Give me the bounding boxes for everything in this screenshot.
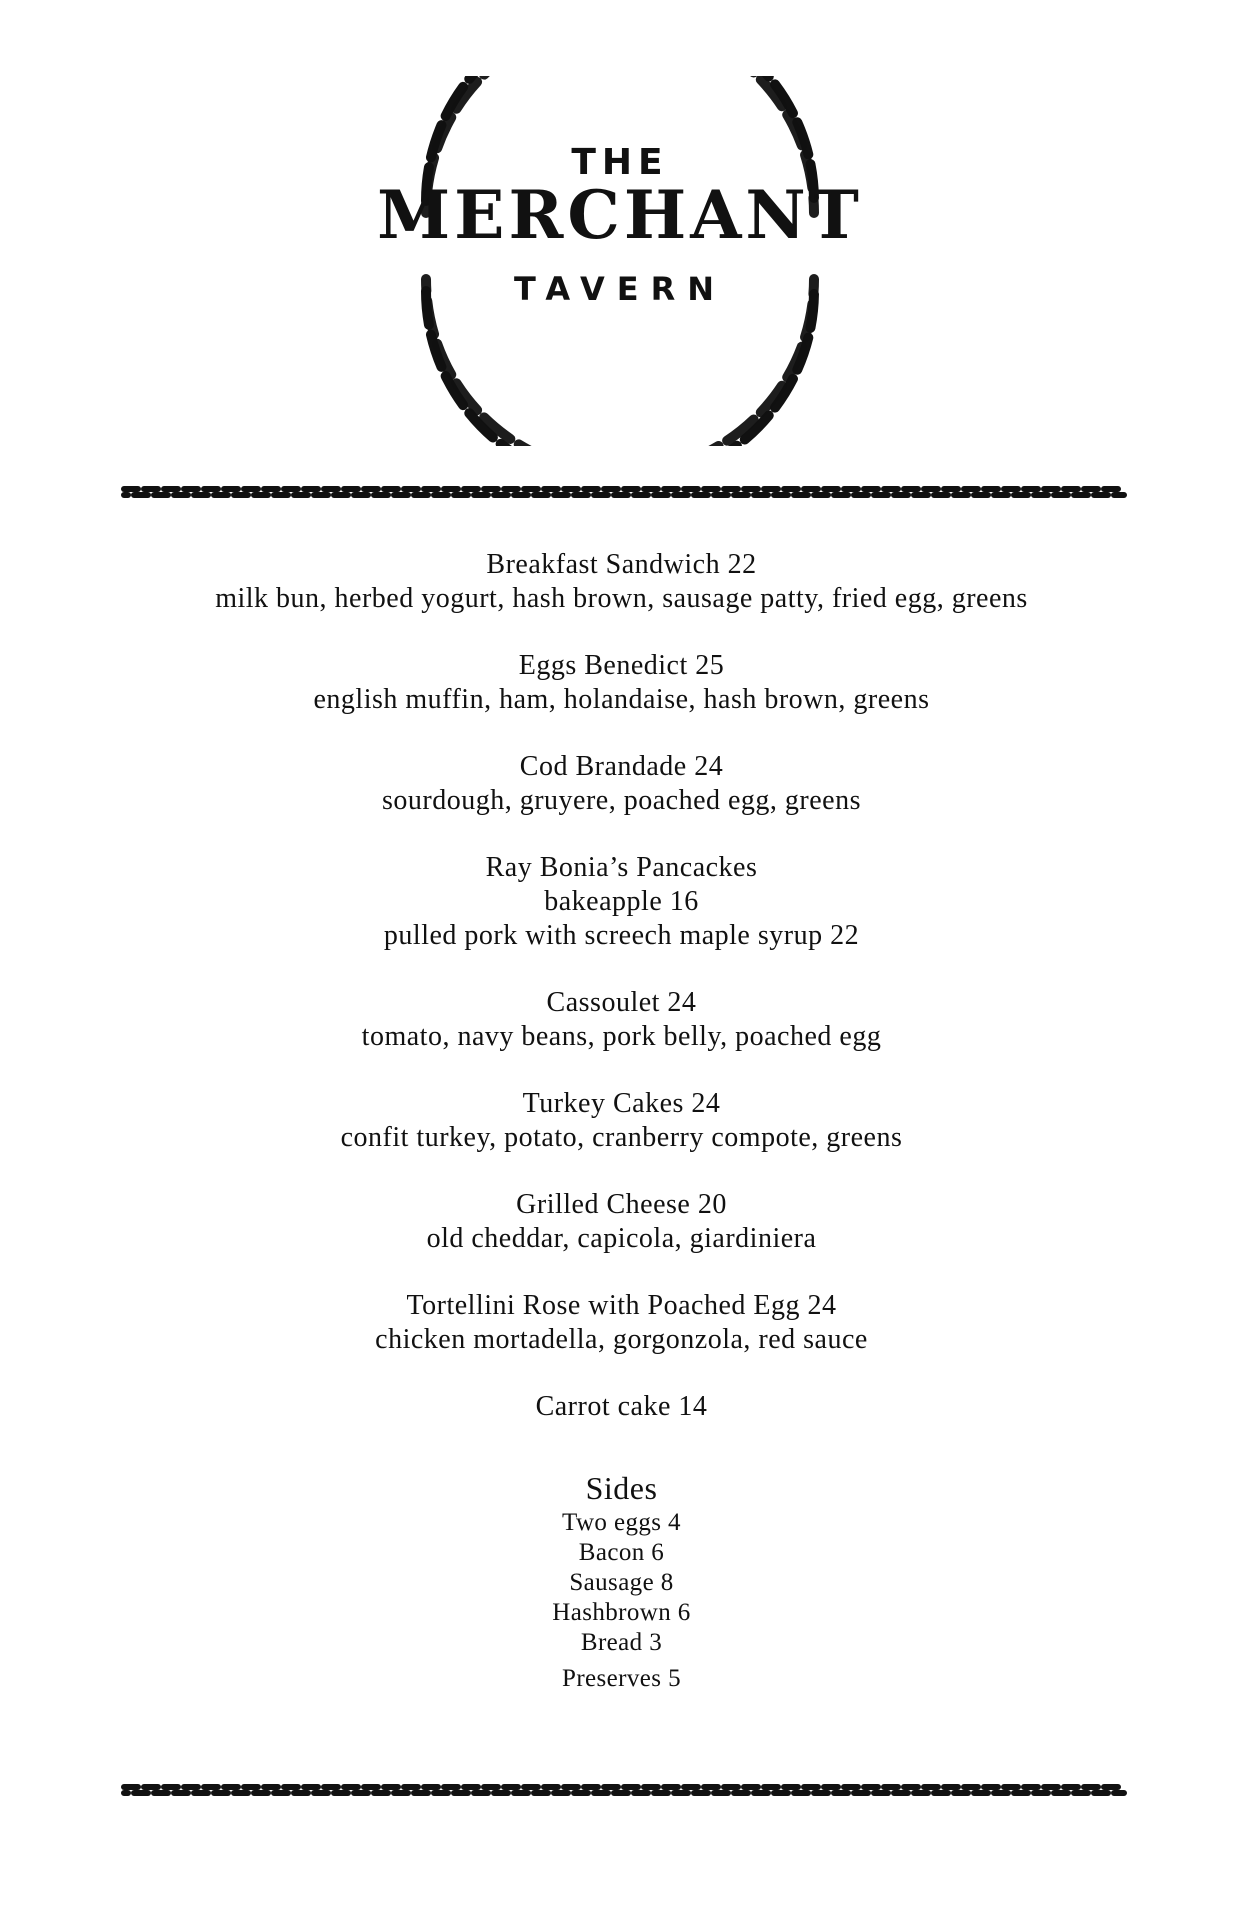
- side-item: Sausage 8: [569, 1569, 674, 1596]
- menu-item-name: Grilled Cheese 20: [516, 1189, 727, 1220]
- menu-item-description: english muffin, ham, holandaise, hash brown, greens: [313, 684, 930, 715]
- logo-merchant-text: MERCHANT: [377, 176, 863, 254]
- menu-item-name: Cassoulet 24: [546, 987, 697, 1018]
- menu-item: [0, 750, 1243, 818]
- logo-tavern-text: TAVERN: [514, 270, 726, 308]
- menu-item-description: old cheddar, capicola, giardiniera: [426, 1223, 817, 1254]
- menu-item-name: Cod Brandade 24: [519, 751, 724, 782]
- menu-item-name: Tortellini Rose with Poached Egg 24: [406, 1290, 837, 1321]
- menu-item: [0, 1390, 1243, 1424]
- menu-item: [0, 851, 1243, 953]
- menu-item-description: milk bun, herbed yogurt, hash brown, sausage patty, fried egg, greens: [215, 583, 1028, 614]
- menu-item-description: chicken mortadella, gorgonzola, red sauce: [375, 1324, 868, 1355]
- rope-divider-top: [120, 482, 1128, 502]
- menu-item: [0, 1289, 1243, 1357]
- menu-item: [0, 649, 1243, 717]
- menu-item: [0, 1188, 1243, 1256]
- menu-item-name: Turkey Cakes 24: [522, 1088, 721, 1119]
- menu-item-variant: pulled pork with screech maple syrup 22: [383, 920, 860, 951]
- side-item: Two eggs 4: [562, 1509, 681, 1536]
- menu-item-variant: bakeapple 16: [544, 886, 699, 917]
- menu-item: [0, 986, 1243, 1054]
- rope-divider-bottom: [120, 1780, 1128, 1800]
- side-item: Preserves 5: [562, 1665, 681, 1692]
- side-item: Hashbrown 6: [552, 1599, 691, 1626]
- menu-item: [0, 548, 1243, 616]
- menu-item-name: Breakfast Sandwich 22: [486, 549, 757, 580]
- sides-title: Sides: [585, 1470, 658, 1506]
- menu-item-name: Carrot cake 14: [535, 1391, 708, 1422]
- logo-the-text: THE: [571, 142, 669, 183]
- menu-item-name: Eggs Benedict 25: [518, 650, 725, 681]
- menu-item-description: tomato, navy beans, pork belly, poached egg: [361, 1021, 882, 1052]
- sides-section: [0, 1470, 1243, 1694]
- merchant-tavern-logo: [340, 76, 900, 446]
- menu-item-description: confit turkey, potato, cranberry compote, greens: [340, 1122, 903, 1153]
- menu-item: [0, 1087, 1243, 1155]
- menu-items: [0, 548, 1243, 1694]
- side-item: Bread 3: [580, 1629, 663, 1656]
- side-item: Bacon 6: [578, 1539, 665, 1566]
- menu-item-name: Ray Bonia’s Pancackes: [485, 852, 758, 883]
- menu-item-description: sourdough, gruyere, poached egg, greens: [381, 785, 861, 816]
